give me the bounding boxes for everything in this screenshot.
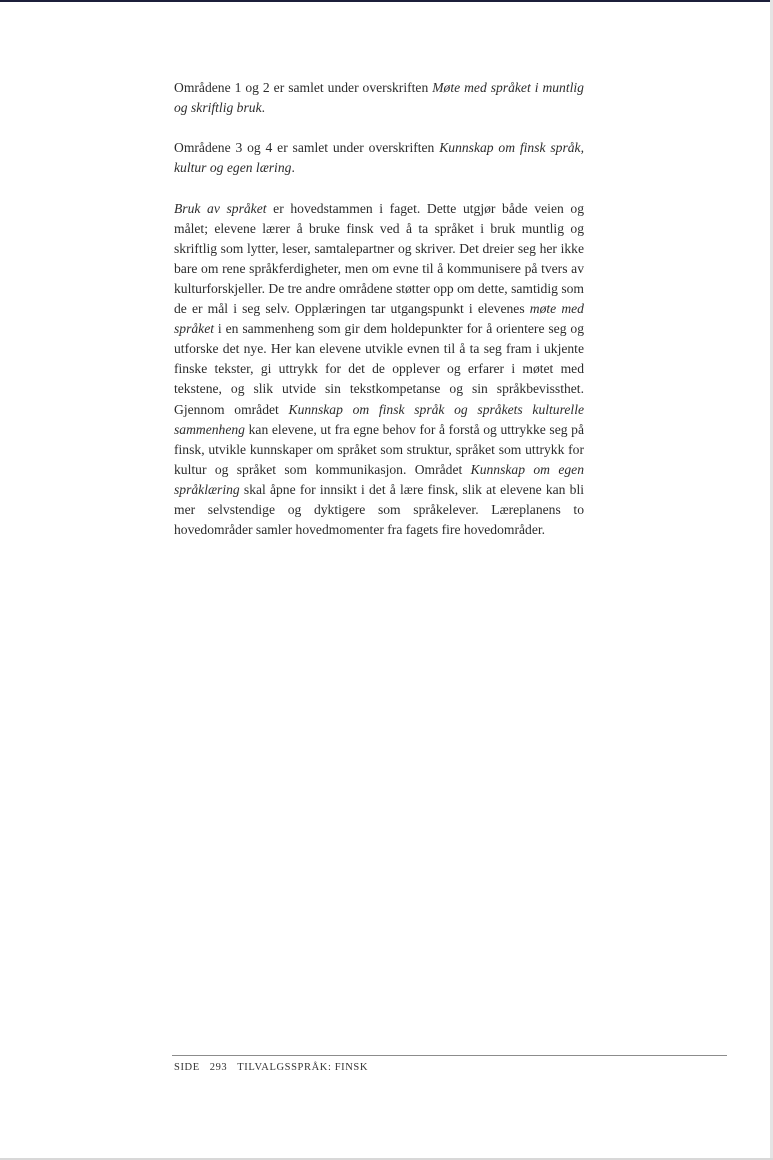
text-run-italic: Bruk av språket (174, 200, 267, 216)
paragraph-1 (174, 78, 584, 118)
page-top-edge (0, 0, 773, 2)
paragraph-3 (174, 199, 584, 541)
footer-section-title: TILVALGSSPRÅK: FINSK (237, 1062, 369, 1073)
footer-rule (172, 1055, 727, 1056)
text-run: skal åpne for innsikt i det å lære finsk, slik at elevene kan bli mer selvstendige og dyktigere som språkelever. Læreplanens to hovedområder samler hovedmomenter fra fagets fire hovedområder. (174, 481, 584, 538)
text-run-italic: møte med språket (174, 301, 584, 337)
text-run: i en sammenheng som gir dem holdepunkter for å orientere seg og utforske det nye. Her kan elevene utvikle evnen til å ta seg fram i ukjente finske tekster, gi uttrykk for det de opplever og erfarer i møtet med tekstene, og slik utvide sin tekstkompetanse og sin språkbevissthet. Gjennom området (174, 321, 584, 417)
text-run: er hovedstammen i faget. Dette utgjør både veien og målet; elevene lærer å bruke finsk ved å ta språket i bruk muntlig og skriftlig som lytter, leser, samtalepartner og skriver. Det dreier seg her ikke bare om rene språkferdigheter, men om evne til å kommunisere på tvers av kulturforskjeller. De tre andre områdene støtter opp om dette, samtidig som de er mål i seg selv. Opplæringen tar utgangspunkt i elevenes (174, 200, 584, 317)
text-run-italic: Møte med språket i muntlig og skriftlig bruk (174, 80, 584, 116)
text-run: kan elevene, ut fra egne behov for å forstå og uttrykke seg på finsk, utvikle kunnskaper om språket som struktur, språket som uttrykk for kultur og språket som kommunikasjon. Området (174, 421, 584, 477)
body-text (174, 78, 584, 560)
page-footer (174, 1062, 378, 1073)
footer-side-label: SIDE (174, 1062, 200, 1073)
text-run: . (291, 160, 295, 176)
text-run-italic: Kunnskap om finsk språk, kultur og egen læring (174, 140, 584, 176)
text-run: . (261, 100, 266, 116)
page-number: 293 (209, 1062, 228, 1073)
text-run: Områdene 3 og 4 er samlet under overskriften (174, 140, 440, 156)
text-run-italic: Kunnskap om finsk språk og språkets kulturelle sammenheng (174, 401, 584, 437)
text-run: Områdene 1 og 2 er samlet under overskriften (174, 80, 433, 95)
paragraph-2 (174, 138, 584, 178)
text-run-italic: Kunnskap om egen språklæring (174, 461, 584, 497)
